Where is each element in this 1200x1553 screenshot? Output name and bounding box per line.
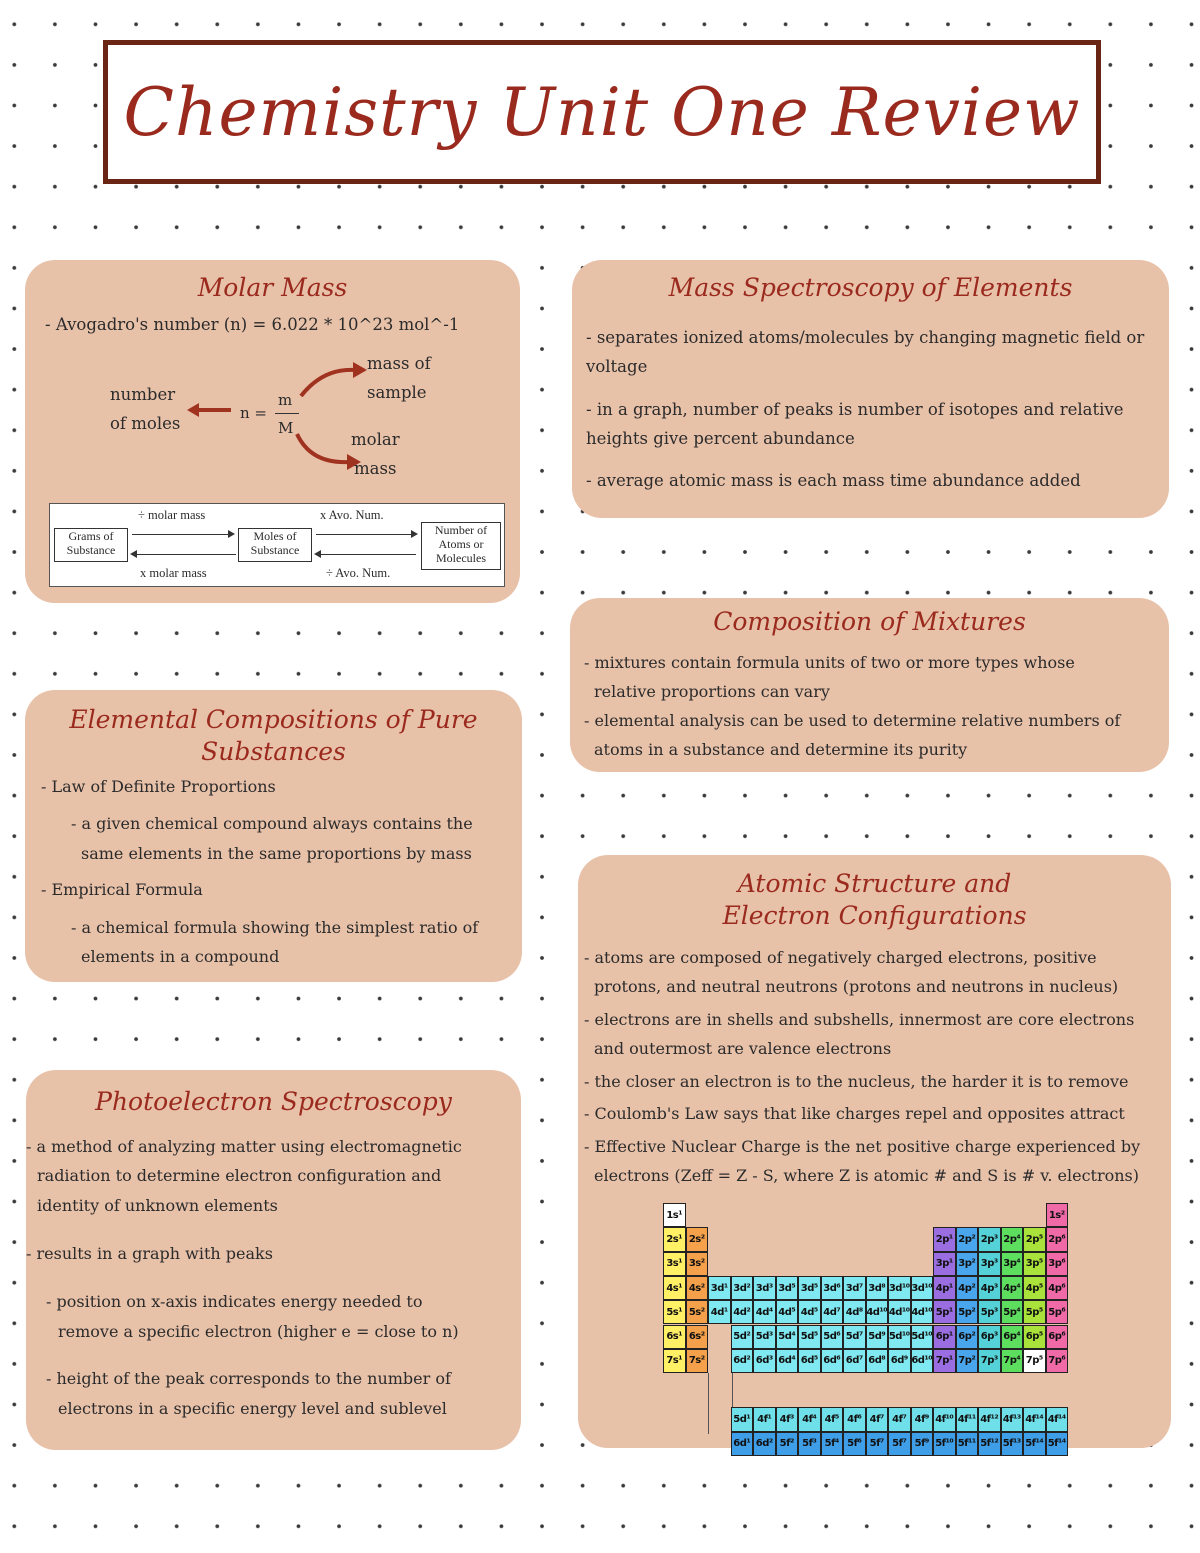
- p-block-cell: 5p⁶: [1046, 1300, 1069, 1324]
- f-block-cell: 4f¹⁴: [1046, 1407, 1069, 1431]
- f-block-cell: 4f¹³: [1001, 1407, 1024, 1431]
- f-block-cell: 4f¹⁴: [1023, 1407, 1046, 1431]
- arrowhead-right-1: [228, 530, 235, 538]
- arrow-left-1: [136, 554, 236, 555]
- mixtures-line-2: relative proportions can vary: [594, 682, 830, 701]
- d-block-cell: 3d⁵: [776, 1276, 799, 1300]
- p-block-cell: 7p⁴: [1001, 1349, 1024, 1373]
- p-block-cell: 4p⁵: [1023, 1276, 1046, 1300]
- elemental-title-2: Substances: [201, 737, 346, 766]
- p-block-cell: 4p³: [978, 1276, 1001, 1300]
- d-block-cell: 5d¹⁰: [888, 1325, 911, 1349]
- p-block-cell: 3p¹: [933, 1252, 956, 1276]
- atomic-line-5: - the closer an electron is to the nucleus, the harder it is to remove: [584, 1072, 1129, 1091]
- f-block-cell: 5f⁹: [911, 1432, 934, 1456]
- p-block-cell: 2p³: [978, 1227, 1001, 1251]
- p-block-cell: 4p⁴: [1001, 1276, 1024, 1300]
- d-block-cell: 5d⁵: [798, 1325, 821, 1349]
- d-block-cell: 6d⁴: [776, 1349, 799, 1373]
- f-block-cell: 5f¹²: [978, 1432, 1001, 1456]
- d-block-cell: 5d⁹: [866, 1325, 889, 1349]
- div-molar-label: ÷ molar mass: [138, 508, 206, 522]
- p-block-cell: 7p³: [978, 1349, 1001, 1373]
- s-block-cell: 6s¹: [663, 1325, 686, 1349]
- mass-spec-point-2: - in a graph, number of peaks is number of isotopes and relative heights give percent abundance: [586, 400, 1124, 448]
- p-block-cell: 4p⁶: [1046, 1276, 1069, 1300]
- d-block-cell: 3d⁷: [843, 1276, 866, 1300]
- formula-n: n =: [240, 404, 267, 422]
- f-block-cell: 4f¹¹: [956, 1407, 979, 1431]
- d-block-cell: 5d⁶: [821, 1325, 844, 1349]
- atoms-line-3: Molecules: [436, 551, 486, 565]
- p-block-cell: 6p³: [978, 1325, 1001, 1349]
- f-block-cell: 5f⁶: [843, 1432, 866, 1456]
- p-block-cell: 7p⁵: [1023, 1349, 1046, 1373]
- law-heading: - Law of Definite Proportions: [41, 777, 276, 796]
- atomic-line-7: - Effective Nuclear Charge is the net positive charge experienced by: [584, 1137, 1141, 1156]
- d-block-cell: 3d⁶: [821, 1276, 844, 1300]
- d-block-cell: 3d¹: [708, 1276, 731, 1300]
- atomic-title-2: Electron Configurations: [722, 901, 1027, 930]
- pes-p1-line-2: radiation to determine electron configuration and: [37, 1166, 442, 1185]
- atoms-line-1: Number of: [434, 523, 488, 537]
- pes-p4-line-2: electrons in a specific energy level and sublevel: [58, 1399, 447, 1418]
- p-block-cell: 6p²: [956, 1325, 979, 1349]
- f-block-cell: 4f⁷: [888, 1407, 911, 1431]
- atomic-title-1: Atomic Structure and: [737, 869, 1012, 898]
- p-block-cell: 3p²: [956, 1252, 979, 1276]
- d-block-cell: 3d¹⁰: [911, 1276, 934, 1300]
- f-block-cell: 5f¹⁰: [933, 1432, 956, 1456]
- grams-box: [54, 528, 128, 562]
- d-block-cell: 5d⁴: [776, 1325, 799, 1349]
- atoms-box: [421, 522, 501, 570]
- s-block-cell: 5s²: [686, 1300, 709, 1324]
- d-block-cell: 6d⁶: [821, 1349, 844, 1373]
- d-block-cell: 3d⁵: [798, 1276, 821, 1300]
- d-block-cell: 5d¹⁰: [911, 1325, 934, 1349]
- helium-cell: 1s²: [1046, 1203, 1069, 1227]
- s-block-cell: 3s²: [686, 1252, 709, 1276]
- p-block-cell: 7p¹: [933, 1349, 956, 1373]
- s-block-cell: 1s¹: [663, 1203, 686, 1227]
- electron-configuration-table: [663, 1203, 1083, 1450]
- moles-box: [238, 528, 312, 562]
- p-block-cell: 5p¹: [933, 1300, 956, 1324]
- conversion-diagram: [49, 503, 505, 587]
- curved-arrow-up-icon: [293, 360, 373, 400]
- p-block-cell: 2p¹: [933, 1227, 956, 1251]
- d-block-cell: 4d⁷: [821, 1300, 844, 1324]
- law-desc-1: - a given chemical compound always contains the: [71, 814, 473, 833]
- atomic-line-4: and outermost are valence electrons: [594, 1039, 892, 1058]
- f-block-cell: 5d¹: [731, 1407, 754, 1431]
- mixtures-card: [570, 598, 1169, 772]
- mixtures-title: Composition of Mixtures: [713, 607, 1026, 636]
- mixtures-line-3: - elemental analysis can be used to determine relative numbers of: [584, 711, 1121, 730]
- mass-sample-label-2: sample: [367, 383, 427, 402]
- molar-label-2: mass: [354, 459, 397, 478]
- d-block-cell: 3d²: [731, 1276, 754, 1300]
- empirical-desc-1: - a chemical formula showing the simplest ratio of: [71, 918, 479, 937]
- d-block-cell: 6d⁵: [798, 1349, 821, 1373]
- d-block-cell: 4d¹: [708, 1300, 731, 1324]
- elemental-title-1: Elemental Compositions of Pure: [69, 705, 478, 734]
- p-block-cell: 6p⁶: [1046, 1325, 1069, 1349]
- atomic-line-3: - electrons are in shells and subshells, innermost are core electrons: [584, 1010, 1135, 1029]
- d-block-cell: 6d²: [731, 1349, 754, 1373]
- moles-line-1: Moles of: [253, 529, 297, 543]
- f-block-cell: 4f¹⁰: [933, 1407, 956, 1431]
- avogadro-text: - Avogadro's number (n) = 6.022 * 10^23 mol^-1: [45, 315, 460, 334]
- d-block-cell: 5d³: [753, 1325, 776, 1349]
- elemental-compositions-card: [25, 690, 522, 982]
- s-block-cell: 4s²: [686, 1276, 709, 1300]
- f-block-connector: [708, 1373, 733, 1434]
- pes-p4-line-1: - height of the peak corresponds to the number of: [46, 1369, 451, 1388]
- f-block-cell: 5f⁷: [866, 1432, 889, 1456]
- p-block-cell: 4p²: [956, 1276, 979, 1300]
- s-block-cell: 2s¹: [663, 1227, 686, 1251]
- molar-mass-title: Molar Mass: [197, 273, 348, 302]
- p-block-cell: 5p³: [978, 1300, 1001, 1324]
- pes-p3-line-2: remove a specific electron (higher e = close to n): [58, 1322, 459, 1341]
- number-label-2: of moles: [110, 414, 181, 433]
- mixtures-line-4: atoms in a substance and determine its purity: [594, 740, 968, 759]
- f-block-cell: 4f³: [776, 1407, 799, 1431]
- p-block-cell: 3p⁶: [1046, 1252, 1069, 1276]
- grams-line-2: Substance: [66, 543, 116, 557]
- left-arrow-icon: [185, 400, 233, 420]
- f-block-cell: 4f⁷: [866, 1407, 889, 1431]
- pes-p2: - results in a graph with peaks: [26, 1244, 273, 1263]
- f-block-cell: 4f⁹: [911, 1407, 934, 1431]
- p-block-cell: 3p⁵: [1023, 1252, 1046, 1276]
- d-block-cell: 4d⁴: [753, 1300, 776, 1324]
- p-block-cell: 3p³: [978, 1252, 1001, 1276]
- s-block-cell: 5s¹: [663, 1300, 686, 1324]
- d-block-cell: 4d⁵: [776, 1300, 799, 1324]
- d-block-cell: 3d¹⁰: [888, 1276, 911, 1300]
- d-block-cell: 4d²: [731, 1300, 754, 1324]
- p-block-cell: 2p⁶: [1046, 1227, 1069, 1251]
- f-block-cell: 4f⁵: [821, 1407, 844, 1431]
- pes-p1-line-3: identity of unknown elements: [37, 1196, 278, 1215]
- f-block-cell: 5f¹⁴: [1046, 1432, 1069, 1456]
- d-block-cell: 4d¹⁰: [866, 1300, 889, 1324]
- p-block-cell: 2p²: [956, 1227, 979, 1251]
- number-label-1: number: [110, 385, 176, 404]
- arrowhead-right-2: [411, 530, 418, 538]
- molar-label-1: molar: [351, 430, 400, 449]
- p-block-cell: 5p⁴: [1001, 1300, 1024, 1324]
- moles-line-2: Substance: [250, 543, 300, 557]
- d-block-cell: 6d⁸: [866, 1349, 889, 1373]
- pes-title: Photoelectron Spectroscopy: [95, 1087, 452, 1116]
- empirical-heading: - Empirical Formula: [41, 880, 203, 899]
- s-block-cell: 6s²: [686, 1325, 709, 1349]
- empirical-desc-2: elements in a compound: [81, 947, 280, 966]
- f-block-cell: 5f¹¹: [956, 1432, 979, 1456]
- s-block-cell: 7s¹: [663, 1349, 686, 1373]
- d-block-cell: 5d⁷: [843, 1325, 866, 1349]
- mixtures-line-1: - mixtures contain formula units of two or more types whose: [584, 653, 1075, 672]
- d-block-cell: 4d¹⁰: [911, 1300, 934, 1324]
- arrow-left-2: [320, 554, 416, 555]
- p-block-cell: 5p⁵: [1023, 1300, 1046, 1324]
- arrowhead-left-2: [314, 550, 321, 558]
- f-block-cell: 4f¹: [753, 1407, 776, 1431]
- div-avo-label: ÷ Avo. Num.: [326, 566, 391, 580]
- p-block-cell: 7p²: [956, 1349, 979, 1373]
- p-block-cell: 4p¹: [933, 1276, 956, 1300]
- mass-spectroscopy-card: [572, 260, 1169, 518]
- atoms-line-2: Atoms or: [438, 537, 484, 551]
- mass-spec-point-3: - average atomic mass is each mass time abundance added: [586, 471, 1081, 490]
- photoelectron-card: [26, 1070, 521, 1450]
- law-desc-2: same elements in the same proportions by mass: [81, 844, 472, 863]
- d-block-cell: 6d⁹: [888, 1349, 911, 1373]
- mass-spec-point-1: - separates ionized atoms/molecules by changing magnetic field or voltage: [586, 328, 1145, 376]
- arrow-right-1: [132, 534, 232, 535]
- f-block-cell: 4f⁶: [843, 1407, 866, 1431]
- formula-m: m: [278, 391, 293, 409]
- page-title: Chemistry Unit One Review: [123, 73, 1081, 151]
- s-block-cell: 2s²: [686, 1227, 709, 1251]
- formula-M: M: [278, 419, 294, 437]
- mass-spec-title: Mass Spectroscopy of Elements: [668, 273, 1073, 302]
- d-block-cell: 3d³: [753, 1276, 776, 1300]
- p-block-cell: 6p⁵: [1023, 1325, 1046, 1349]
- f-block-cell: 5f⁴: [821, 1432, 844, 1456]
- p-block-cell: 5p²: [956, 1300, 979, 1324]
- atomic-line-8: electrons (Zeff = Z - S, where Z is atomic # and S is # v. electrons): [594, 1166, 1139, 1185]
- s-block-cell: 7s²: [686, 1349, 709, 1373]
- atomic-line-6: - Coulomb's Law says that like charges repel and opposites attract: [584, 1104, 1125, 1123]
- f-block-cell: 5f²: [776, 1432, 799, 1456]
- pes-p3-line-1: - position on x-axis indicates energy needed to: [46, 1292, 423, 1311]
- f-block-cell: 5f³: [798, 1432, 821, 1456]
- p-block-cell: 6p⁴: [1001, 1325, 1024, 1349]
- atomic-line-1: - atoms are composed of negatively charged electrons, positive: [584, 948, 1097, 967]
- p-block-cell: 2p⁵: [1023, 1227, 1046, 1251]
- f-block-cell: 5f⁷: [888, 1432, 911, 1456]
- pes-p1-line-1: - a method of analyzing matter using electromagnetic: [26, 1137, 462, 1156]
- d-block-cell: 4d¹⁰: [888, 1300, 911, 1324]
- d-block-cell: 6d¹⁰: [911, 1349, 934, 1373]
- p-block-cell: 7p⁶: [1046, 1349, 1069, 1373]
- d-block-cell: 6d⁷: [843, 1349, 866, 1373]
- p-block-cell: 3p⁴: [1001, 1252, 1024, 1276]
- d-block-cell: 3d⁸: [866, 1276, 889, 1300]
- f-block-cell: 6d²: [753, 1432, 776, 1456]
- title-banner: [103, 40, 1101, 184]
- times-molar-label: x molar mass: [140, 566, 207, 580]
- s-block-cell: 4s¹: [663, 1276, 686, 1300]
- d-block-cell: 6d³: [753, 1349, 776, 1373]
- f-block-cell: 4f¹²: [978, 1407, 1001, 1431]
- times-avo-label: x Avo. Num.: [320, 508, 384, 522]
- s-block-cell: 3s¹: [663, 1252, 686, 1276]
- grams-line-1: Grams of: [68, 529, 114, 543]
- f-block-cell: 5f¹³: [1001, 1432, 1024, 1456]
- f-block-cell: 4f⁴: [798, 1407, 821, 1431]
- p-block-cell: 2p⁴: [1001, 1227, 1024, 1251]
- mass-sample-label-1: mass of: [367, 354, 431, 373]
- d-block-cell: 4d⁵: [798, 1300, 821, 1324]
- atomic-line-2: protons, and neutral neutrons (protons and neutrons in nucleus): [594, 977, 1119, 996]
- p-block-cell: 6p¹: [933, 1325, 956, 1349]
- molar-mass-card: [25, 260, 520, 603]
- f-block-cell: 5f¹⁴: [1023, 1432, 1046, 1456]
- f-block-cell: 6d¹: [731, 1432, 754, 1456]
- d-block-cell: 5d²: [731, 1325, 754, 1349]
- arrowhead-left-1: [130, 550, 137, 558]
- d-block-cell: 4d⁸: [843, 1300, 866, 1324]
- arrow-right-2: [316, 534, 414, 535]
